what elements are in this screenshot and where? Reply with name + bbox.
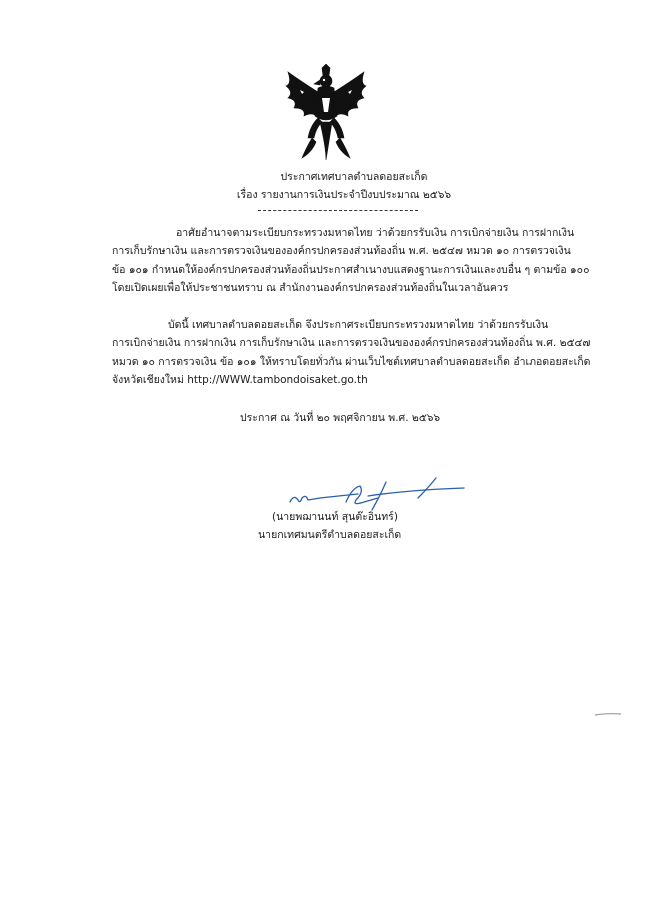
paragraph1-line4: โดยเปิดเผยเพื่อให้ประชาชนทราบ ณ สำนักงานองค์กรปกครองส่วนท้องถิ่นในเวลาอันควร <box>112 282 509 294</box>
paragraph1-line3: ข้อ ๑๐๑ กำหนดให้องค์กรปกครองส่วนท้องถิ่นประกาศสำเนางบแสดงฐานะการเงินและงบอื่น ๆ ตามข้อ ๑๐๐ <box>112 264 590 276</box>
signer-position: นายกเทศมนตรีตำบลดอยสะเก็ด <box>258 529 402 541</box>
document-subject: เรื่อง รายงานการเงินประจำปีงบประมาณ ๒๕๖๖ <box>236 189 452 201</box>
paragraph2-line3: หมวด ๑๐ การตรวจเงิน ข้อ ๑๐๑ ให้ทราบโดยทั่วกัน ผ่านเว็บไซต์เทศบาลตำบลดอยสะเก็ด อำเภอดอยสะเก็ด <box>112 356 591 368</box>
title-divider <box>258 210 418 211</box>
announcement-date: ประกาศ ณ วันที่ ๒๐ พฤศจิกายน พ.ศ. ๒๕๖๖ <box>240 412 441 424</box>
garuda-emblem-icon <box>282 64 370 164</box>
scan-mark <box>594 710 622 718</box>
paragraph1-line1: อาศัยอำนาจตามระเบียบกระทรวงมหาดไทย ว่าด้วยกรรับเงิน การเบิกจ่ายเงิน การฝากเงิน <box>176 227 575 239</box>
paragraph2-line1: บัดนี้ เทศบาลตำบลดอยสะเก็ด จึงประกาศระเบียบกระทรวงมหาดไทย ว่าด้วยกรรับเงิน <box>168 319 549 331</box>
signer-name: (นายพฌานนท์ สุนต๊ะอินทร์) <box>272 511 398 523</box>
document-title: ประกาศเทศบาลตำบลดอยสะเก็ด <box>280 171 428 183</box>
paragraph1-line2: การเก็บรักษาเงิน และการตรวจเงินขององค์กรปกครองส่วนท้องถิ่น พ.ศ. ๒๕๔๗ หมวด ๑๐ การตรวจเงิน <box>112 245 571 257</box>
paragraph2-line2: การเบิกจ่ายเงิน การฝากเงิน การเก็บรักษาเงิน และการตรวจเงินขององค์กรปกครองส่วนท้องถิ่น พ.ศ. ๒๕๔๗ <box>112 337 591 349</box>
paragraph2-line4: จังหวัดเชียงใหม่ http://WWW.tambondoisaket.go.th <box>112 374 368 386</box>
